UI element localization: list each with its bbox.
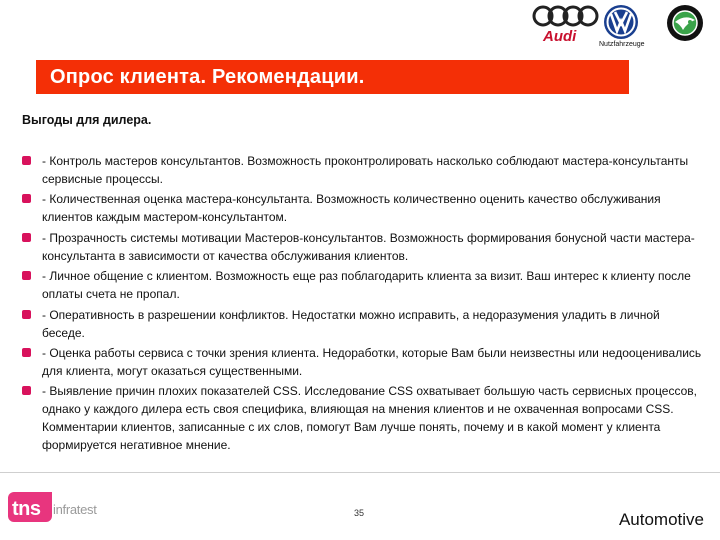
bullet-text: - Личное общение с клиентом. Возможность еще раз поблагодарить клиента за визит. Ваш интерес к клиенту после оплаты счета не пропал. [42,269,691,302]
footer-divider [0,472,720,473]
bullet-icon [22,348,31,357]
tns-infratest-logo [8,488,110,526]
bullet-icon [22,156,31,165]
tns-logo-text: tns [12,498,41,520]
bullet-icon [22,386,31,395]
bullet-icon [22,233,31,242]
audi-rings-icon [532,4,602,28]
bullet-text: - Оперативность в разрешении конфликтов. Недостатки можно исправить, а недоразумения уладить в личной беседе. [42,307,660,340]
list-item [22,229,702,265]
list-item [22,267,702,303]
brand-logos [528,0,720,60]
bullet-text: - Количественная оценка мастера-консультанта. Возможность количественно оценить качество обслуживания клиентов каждым мастером-консультантом. [42,192,661,225]
section-subtitle: Выгоды для дилера. [22,113,152,127]
skoda-logo-icon [666,4,704,42]
list-item [22,344,702,380]
bullet-text: - Выявление причин плохих показателей CSS. Исследование CSS охватывает большую часть сервисных процессов, однако у каждого дилера есть своя специфика, влияющая на мнения клиентов и не охваченная вопросами CSS. Комментарии клиентов, записанные с их слов, помогут Вам лучше понять, почему и в какой момент у клиента формируется негативное мнение. [42,384,697,453]
page-number: 35 [354,508,365,518]
automotive-label: Automotive [618,510,704,529]
bullet-text: - Оценка работы сервиса с точки зрения клиента. Недоработки, которые Вам были неизвестны или недооценивались для клиента, могут оказаться существенными. [42,345,702,378]
tns-logo-box [8,492,52,522]
bullet-text: - Контроль мастеров консультантов. Возможность проконтролировать насколько соблюдают мастера-консультанты сервисные процессы. [42,154,689,186]
list-item [22,190,702,226]
bullet-icon [22,271,31,280]
slide-title: Опрос клиента. Рекомендации. [36,60,629,94]
audi-logo-text: Audi [543,28,577,45]
bullet-text: - Прозрачность системы мотивации Мастеров-консультантов. Возможность формирования бонусной части мастера-консультанта в зависимости от качества обслуживания клиентов. [42,230,695,263]
list-item [22,306,702,342]
infratest-logo-text: infratest [53,502,97,517]
vw-logo-icon [603,4,639,40]
vw-caption: Nutzfahrzeuge [599,41,645,48]
benefits-list [22,152,702,457]
list-item [22,152,702,188]
bullet-icon [22,194,31,203]
bullet-icon [22,310,31,319]
list-item [22,382,702,454]
